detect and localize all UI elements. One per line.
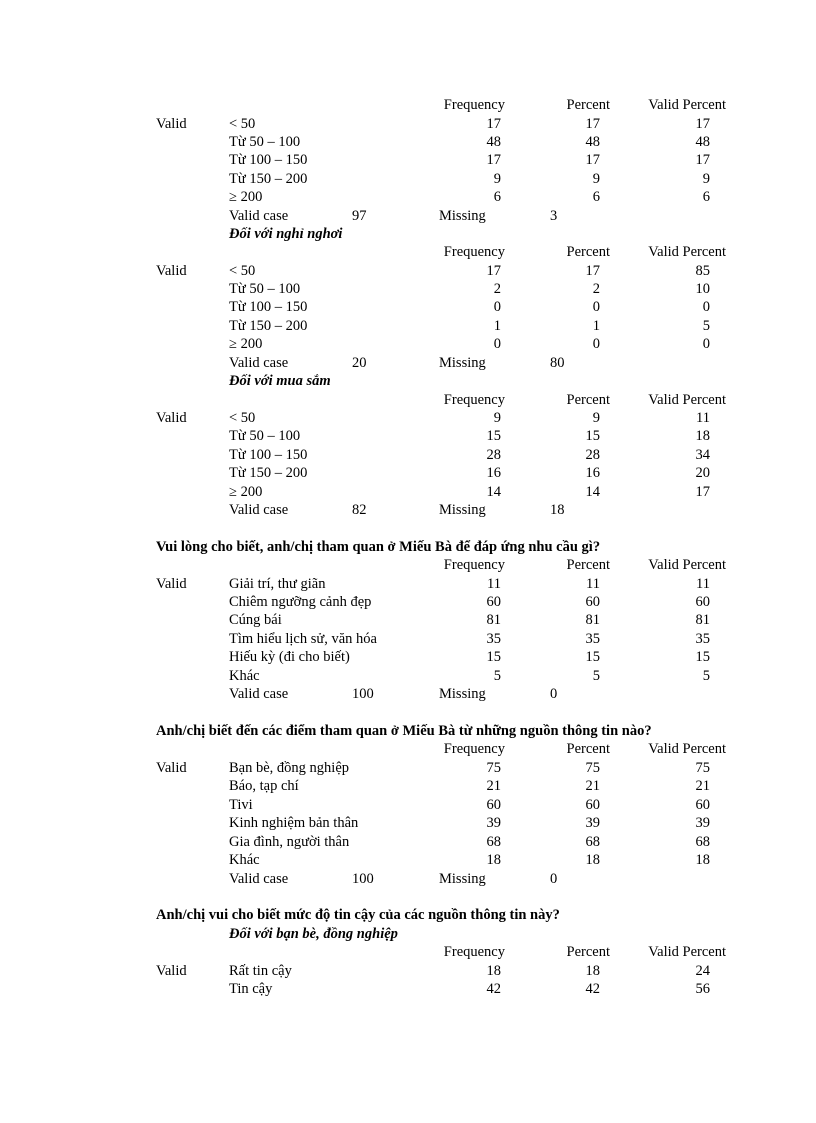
table-row	[0, 667, 816, 685]
percent-value: 5	[592, 668, 600, 684]
section-subtitle: Đối với bạn bè, đồng nghiệp	[229, 926, 398, 942]
section-subtitle-row	[0, 372, 816, 390]
valid-percent-value: 5	[702, 318, 710, 334]
table-row	[0, 483, 816, 501]
valid-case-label: Valid case	[229, 686, 289, 702]
percent-value: 6	[592, 189, 600, 205]
valid-percent-value: 75	[695, 760, 710, 776]
col-valid-percent: Valid Percent	[648, 741, 726, 757]
table-row	[0, 851, 816, 869]
frequency-value: 9	[493, 171, 501, 187]
table-row	[0, 648, 816, 666]
missing-value: 80	[550, 355, 565, 371]
percent-value: 15	[585, 649, 600, 665]
col-frequency: Frequency	[443, 944, 505, 960]
percent-value: 48	[585, 134, 600, 150]
frequency-value: 14	[486, 484, 501, 500]
table-row	[0, 133, 816, 151]
valid-case-value: 82	[352, 502, 367, 518]
frequency-value: 16	[486, 465, 501, 481]
summary-row	[0, 207, 816, 225]
percent-value: 42	[585, 981, 600, 997]
row-label: Khác	[229, 852, 260, 868]
missing-label: Missing	[439, 208, 486, 224]
valid-percent-value: 17	[695, 116, 710, 132]
percent-value: 2	[592, 281, 600, 297]
percent-value: 18	[585, 963, 600, 979]
section2-header-row	[0, 243, 816, 261]
row-label: Báo, tạp chí	[229, 778, 299, 794]
percent-value: 9	[592, 410, 600, 426]
missing-label: Missing	[439, 355, 486, 371]
valid-percent-value: 17	[695, 484, 710, 500]
valid-percent-value: 48	[695, 134, 710, 150]
percent-value: 68	[585, 834, 600, 850]
col-frequency: Frequency	[443, 97, 505, 113]
table-row	[0, 151, 816, 169]
percent-value: 15	[585, 428, 600, 444]
table-row	[0, 317, 816, 335]
row-label: Bạn bè, đồng nghiệp	[229, 760, 350, 776]
row-label: Từ 100 – 150	[229, 152, 308, 168]
row-label: < 50	[229, 263, 256, 279]
frequency-value: 17	[486, 263, 501, 279]
missing-label: Missing	[439, 502, 486, 518]
percent-value: 35	[585, 631, 600, 647]
valid-percent-value: 15	[695, 649, 710, 665]
row-label: Từ 100 – 150	[229, 299, 308, 315]
valid-percent-value: 18	[695, 428, 710, 444]
table-row	[0, 280, 816, 298]
table-row	[0, 427, 816, 445]
row-label: Cúng bái	[229, 612, 282, 628]
valid-percent-value: 39	[695, 815, 710, 831]
section6-header-row	[0, 943, 816, 961]
frequency-value: 0	[493, 299, 501, 315]
table-row	[0, 759, 816, 777]
row-label: < 50	[229, 116, 256, 132]
table-row	[0, 170, 816, 188]
col-percent: Percent	[566, 244, 610, 260]
col-frequency: Frequency	[443, 392, 505, 408]
table-row	[0, 298, 816, 316]
valid-case-label: Valid case	[229, 871, 289, 887]
col-frequency: Frequency	[443, 557, 505, 573]
valid-percent-value: 5	[702, 668, 710, 684]
row-label: Rất tin cậy	[229, 963, 292, 979]
question-row	[0, 722, 816, 740]
valid-percent-value: 11	[696, 410, 710, 426]
valid-percent-value: 18	[695, 852, 710, 868]
row-label: Khác	[229, 668, 260, 684]
valid-percent-value: 34	[695, 447, 710, 463]
table-row	[0, 796, 816, 814]
table-row	[0, 777, 816, 795]
valid-percent-value: 56	[695, 981, 710, 997]
percent-value: 16	[585, 465, 600, 481]
valid-percent-value: 0	[702, 299, 710, 315]
row-label: Hiếu kỳ (đi cho biết)	[229, 649, 350, 665]
missing-label: Missing	[439, 686, 486, 702]
table-row	[0, 575, 816, 593]
table-row	[0, 833, 816, 851]
frequency-value: 17	[486, 116, 501, 132]
frequency-value: 48	[486, 134, 501, 150]
row-label: ≥ 200	[229, 484, 263, 500]
summary-row	[0, 685, 816, 703]
valid-percent-value: 68	[695, 834, 710, 850]
col-percent: Percent	[566, 392, 610, 408]
percent-value: 0	[592, 336, 600, 352]
valid-percent-value: 9	[702, 171, 710, 187]
percent-value: 28	[585, 447, 600, 463]
summary-row	[0, 501, 816, 519]
valid-percent-value: 10	[695, 281, 710, 297]
row-label: Kinh nghiệm bản thân	[229, 815, 359, 831]
missing-label: Missing	[439, 871, 486, 887]
frequency-value: 42	[486, 981, 501, 997]
frequency-value: 9	[493, 410, 501, 426]
row-label: Từ 150 – 200	[229, 318, 308, 334]
valid-case-value: 100	[352, 871, 374, 887]
row-label: Tin cậy	[229, 981, 273, 997]
col-frequency: Frequency	[443, 741, 505, 757]
question-row	[0, 906, 816, 924]
valid-percent-value: 60	[695, 797, 710, 813]
percent-value: 21	[585, 778, 600, 794]
frequency-value: 68	[486, 834, 501, 850]
frequency-value: 15	[486, 428, 501, 444]
valid-percent-value: 81	[695, 612, 710, 628]
col-frequency: Frequency	[443, 244, 505, 260]
missing-value: 3	[550, 208, 558, 224]
frequency-value: 39	[486, 815, 501, 831]
valid-label: Valid	[156, 263, 187, 279]
col-valid-percent: Valid Percent	[648, 944, 726, 960]
col-valid-percent: Valid Percent	[648, 97, 726, 113]
section4-header-row	[0, 556, 816, 574]
frequency-value: 60	[486, 594, 501, 610]
col-percent: Percent	[566, 97, 610, 113]
percent-value: 60	[585, 797, 600, 813]
section5-header-row	[0, 740, 816, 758]
percent-value: 17	[585, 116, 600, 132]
table-row	[0, 409, 816, 427]
frequency-value: 2	[493, 281, 501, 297]
valid-case-value: 20	[352, 355, 367, 371]
table-row	[0, 262, 816, 280]
row-label: Từ 150 – 200	[229, 171, 308, 187]
missing-value: 0	[550, 871, 558, 887]
col-percent: Percent	[566, 741, 610, 757]
frequency-value: 35	[486, 631, 501, 647]
valid-percent-value: 20	[695, 465, 710, 481]
frequency-value: 21	[486, 778, 501, 794]
valid-case-label: Valid case	[229, 208, 289, 224]
table-row	[0, 962, 816, 980]
question-title: Vui lòng cho biết, anh/chị tham quan ở Miếu Bà để đáp ứng nhu cầu gì?	[156, 539, 601, 555]
section-subtitle: Đối với mua sắm	[229, 373, 331, 389]
col-valid-percent: Valid Percent	[648, 557, 726, 573]
section1-header-row	[0, 96, 816, 114]
valid-percent-value: 0	[702, 336, 710, 352]
frequency-value: 18	[486, 963, 501, 979]
frequency-value: 28	[486, 447, 501, 463]
percent-value: 60	[585, 594, 600, 610]
valid-case-label: Valid case	[229, 502, 289, 518]
valid-case-value: 97	[352, 208, 367, 224]
col-percent: Percent	[566, 557, 610, 573]
frequency-value: 11	[487, 576, 501, 592]
percent-value: 11	[586, 576, 600, 592]
row-label: ≥ 200	[229, 336, 263, 352]
valid-percent-value: 85	[695, 263, 710, 279]
frequency-value: 15	[486, 649, 501, 665]
missing-value: 18	[550, 502, 565, 518]
col-valid-percent: Valid Percent	[648, 244, 726, 260]
percent-value: 39	[585, 815, 600, 831]
row-label: Tìm hiểu lịch sử, văn hóa	[229, 631, 377, 647]
valid-percent-value: 6	[702, 189, 710, 205]
percent-value: 18	[585, 852, 600, 868]
row-label: Từ 50 – 100	[229, 281, 301, 297]
row-label: ≥ 200	[229, 189, 263, 205]
row-label: Từ 150 – 200	[229, 465, 308, 481]
frequency-value: 18	[486, 852, 501, 868]
frequency-value: 17	[486, 152, 501, 168]
percent-value: 0	[592, 299, 600, 315]
row-label: Từ 100 – 150	[229, 447, 308, 463]
row-label: < 50	[229, 410, 256, 426]
frequency-value: 0	[493, 336, 501, 352]
table-row	[0, 188, 816, 206]
valid-label: Valid	[156, 410, 187, 426]
row-label: Gia đình, người thân	[229, 834, 350, 850]
section-subtitle-row	[0, 925, 816, 943]
missing-value: 0	[550, 686, 558, 702]
table-row	[0, 611, 816, 629]
table-row	[0, 446, 816, 464]
valid-percent-value: 60	[695, 594, 710, 610]
row-label: Tivi	[229, 797, 253, 813]
row-label: Từ 50 – 100	[229, 134, 301, 150]
row-label: Chiêm ngưỡng cảnh đẹp	[229, 594, 372, 610]
percent-value: 14	[585, 484, 600, 500]
section-subtitle-row	[0, 225, 816, 243]
col-percent: Percent	[566, 944, 610, 960]
table-row	[0, 630, 816, 648]
valid-label: Valid	[156, 760, 187, 776]
table-row	[0, 980, 816, 998]
percent-value: 9	[592, 171, 600, 187]
frequency-value: 81	[486, 612, 501, 628]
question-title: Anh/chị vui cho biết mức độ tin cậy của các nguồn thông tin này?	[156, 907, 560, 923]
question-row	[0, 538, 816, 556]
table-row	[0, 814, 816, 832]
valid-label: Valid	[156, 116, 187, 132]
valid-percent-value: 17	[695, 152, 710, 168]
table-row	[0, 464, 816, 482]
col-valid-percent: Valid Percent	[648, 392, 726, 408]
valid-label: Valid	[156, 576, 187, 592]
table-row	[0, 335, 816, 353]
frequency-value: 1	[493, 318, 501, 334]
valid-percent-value: 21	[695, 778, 710, 794]
frequency-value: 5	[493, 668, 501, 684]
valid-percent-value: 24	[695, 963, 710, 979]
valid-label: Valid	[156, 963, 187, 979]
valid-percent-value: 35	[695, 631, 710, 647]
frequency-value: 60	[486, 797, 501, 813]
percent-value: 1	[592, 318, 600, 334]
row-label: Từ 50 – 100	[229, 428, 301, 444]
section3-header-row	[0, 391, 816, 409]
percent-value: 17	[585, 152, 600, 168]
percent-value: 17	[585, 263, 600, 279]
section-subtitle: Đối với nghỉ nghơi	[229, 226, 343, 242]
row-label: Giải trí, thư giãn	[229, 576, 326, 592]
percent-value: 81	[585, 612, 600, 628]
frequency-value: 6	[493, 189, 501, 205]
valid-case-value: 100	[352, 686, 374, 702]
frequency-value: 75	[486, 760, 501, 776]
question-title: Anh/chị biết đến các điểm tham quan ở Miếu Bà từ những nguồn thông tin nào?	[156, 723, 652, 739]
percent-value: 75	[585, 760, 600, 776]
table-row	[0, 593, 816, 611]
valid-percent-value: 11	[696, 576, 710, 592]
summary-row	[0, 870, 816, 888]
summary-row	[0, 354, 816, 372]
table-row	[0, 115, 816, 133]
valid-case-label: Valid case	[229, 355, 289, 371]
